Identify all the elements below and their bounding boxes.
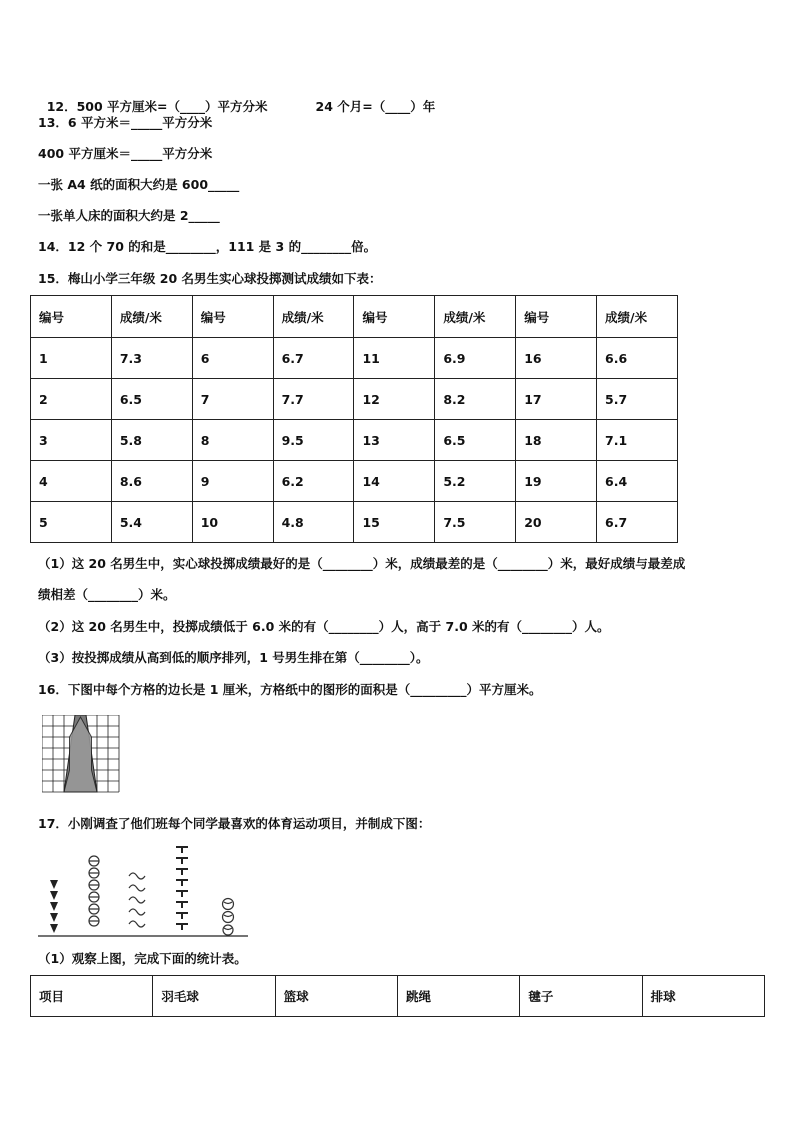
- jump-rope-icons: [129, 873, 145, 927]
- table-row: [31, 420, 678, 461]
- table-cell: 6.7: [597, 502, 678, 543]
- table-cell: 9: [192, 461, 273, 502]
- sports-pictograph: [36, 840, 256, 940]
- table-cell: 6: [192, 338, 273, 379]
- table-cell: 14: [354, 461, 435, 502]
- score-table: [30, 295, 678, 543]
- table-cell: 4.8: [273, 502, 354, 543]
- basketball-icons: [89, 856, 99, 926]
- table-cell: 2: [31, 379, 112, 420]
- question-15-sub1-line2: 绩相差（________）米。: [38, 587, 176, 602]
- table-cell: 3: [31, 420, 112, 461]
- table-cell: 6.5: [111, 379, 192, 420]
- table-cell: 16: [516, 338, 597, 379]
- question-12: [38, 83, 435, 115]
- sports-stat-table: [30, 975, 765, 1017]
- question-16: 16．下图中每个方格的边长是 1 厘米，方格纸中的图形的面积是（_________）平方厘米。: [38, 682, 542, 697]
- header-cell: 项目: [31, 976, 153, 1017]
- q12-part1: 12．500 平方厘米=（____）平方分米: [46, 99, 268, 114]
- header-cell: 编号: [354, 296, 435, 338]
- table-row: [31, 338, 678, 379]
- question-17-sub1: （1）观察上图，完成下面的统计表。: [38, 951, 247, 966]
- jianzi-icons: [176, 846, 188, 930]
- question-15-sub3: （3）按投掷成绩从高到低的顺序排列，1 号男生排在第（________）。: [38, 650, 429, 665]
- table-cell: 6.7: [273, 338, 354, 379]
- table-cell: 6.4: [597, 461, 678, 502]
- header-cell: 编号: [192, 296, 273, 338]
- table-cell: 10: [192, 502, 273, 543]
- table-row: [31, 461, 678, 502]
- table-cell: 6.2: [273, 461, 354, 502]
- table-cell: 4: [31, 461, 112, 502]
- question-14: 14．12 个 70 的和是________，111 是 3 的________倍。: [38, 239, 377, 254]
- table-row: [31, 379, 678, 420]
- table-cell: 12: [354, 379, 435, 420]
- table-cell: 6.6: [597, 338, 678, 379]
- question-15-title: 15．梅山小学三年级 20 名男生实心球投掷测试成绩如下表：: [38, 271, 382, 286]
- header-cell: 成绩/米: [597, 296, 678, 338]
- table-cell: 1: [31, 338, 112, 379]
- table-cell: 5.2: [435, 461, 516, 502]
- table-cell: 9.5: [273, 420, 354, 461]
- table-cell: 6.9: [435, 338, 516, 379]
- table-row: [31, 976, 765, 1017]
- question-13-line2: 400 平方厘米＝_____平方分米: [38, 146, 213, 161]
- question-13-line3: 一张 A4 纸的面积大约是 600_____: [38, 177, 240, 192]
- table-cell: 15: [354, 502, 435, 543]
- score-table-header-row: [31, 296, 678, 338]
- table-cell: 11: [354, 338, 435, 379]
- question-13-line1: 13．6 平方米＝_____平方分米: [38, 115, 213, 130]
- header-cell: 篮球: [275, 976, 397, 1017]
- table-cell: 19: [516, 461, 597, 502]
- header-cell: 编号: [31, 296, 112, 338]
- header-cell: 成绩/米: [435, 296, 516, 338]
- table-cell: 5.4: [111, 502, 192, 543]
- table-cell: 7.3: [111, 338, 192, 379]
- header-cell: 成绩/米: [273, 296, 354, 338]
- question-13-line4: 一张单人床的面积大约是 2_____: [38, 208, 220, 223]
- table-cell: 7: [192, 379, 273, 420]
- question-17-title: 17．小刚调查了他们班每个同学最喜欢的体育运动项目，并制成下图：: [38, 816, 431, 831]
- header-cell: 排球: [642, 976, 764, 1017]
- header-cell: 跳绳: [397, 976, 519, 1017]
- table-cell: 5: [31, 502, 112, 543]
- badminton-icons: [50, 880, 58, 933]
- header-cell: 成绩/米: [111, 296, 192, 338]
- volleyball-icons: [223, 899, 234, 936]
- table-cell: 17: [516, 379, 597, 420]
- table-cell: 8.6: [111, 461, 192, 502]
- header-cell: 羽毛球: [153, 976, 275, 1017]
- table-cell: 18: [516, 420, 597, 461]
- table-cell: 7.1: [597, 420, 678, 461]
- table-cell: 13: [354, 420, 435, 461]
- table-cell: 7.7: [273, 379, 354, 420]
- question-15-sub2: （2）这 20 名男生中，投掷成绩低于 6.0 米的有（________）人，高于 7.0 米的有（________）人。: [38, 619, 610, 634]
- header-cell: 编号: [516, 296, 597, 338]
- table-cell: 8.2: [435, 379, 516, 420]
- header-cell: 毽子: [520, 976, 642, 1017]
- table-row: [31, 502, 678, 543]
- table-cell: 6.5: [435, 420, 516, 461]
- question-15-sub1-line1: （1）这 20 名男生中，实心球投掷成绩最好的是（________）米，成绩最差的是（________）米，最好成绩与最差成: [38, 556, 686, 571]
- table-cell: 7.5: [435, 502, 516, 543]
- grid-figure: [42, 715, 122, 795]
- q12-part2: 24 个月=（____）年: [315, 99, 436, 114]
- table-cell: 8: [192, 420, 273, 461]
- table-cell: 5.7: [597, 379, 678, 420]
- table-cell: 20: [516, 502, 597, 543]
- table-cell: 5.8: [111, 420, 192, 461]
